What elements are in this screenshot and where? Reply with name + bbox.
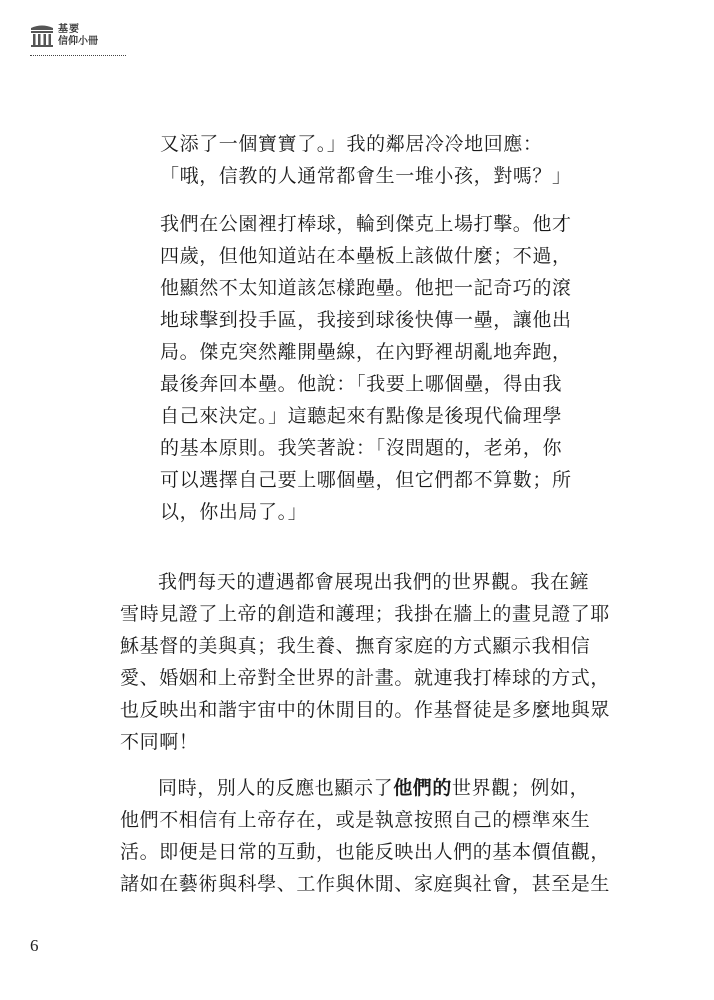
pillar-logo-icon [30,24,54,48]
text-line: 「哦，信教的人通常都會生一堆小孩，對嗎？」 [160,165,572,187]
worldview-paragraph [120,566,610,758]
text-line: 以，你出局了。」 [160,501,308,523]
page-number: 6 [30,936,39,955]
text-line [120,772,610,804]
text-line: 活。即便是日常的互動，也能反映出人們的基本價值觀， [120,841,611,863]
text-line: 他顯然不太知道該怎樣跑壘。他把一記奇巧的滾 [160,277,572,299]
text-line: 的基本原則。我笑著說：「沒問題的，老弟，你 [160,437,563,459]
text-line: 也反映出和諧宇宙中的休閒目的。作基督徒是多麼地與眾 [120,699,611,721]
text-line: 局。傑克突然離開壘線，在內野裡胡亂地奔跑， [160,341,572,363]
baseball-story [160,208,572,528]
text-line: 最後奔回本壘。他說：「我要上哪個壘，得由我 [160,373,563,395]
text-span: 同時，別人的反應也顯示了 [158,777,394,799]
text-line: 可以選擇自己要上哪個壘，但它們都不算數；所 [160,469,572,491]
emphasis-text: 他們的 [393,777,453,799]
series-title: 基要 [58,24,80,35]
text-line: 又添了一個寶寶了。」我的鄰居冷冷地回應： [160,133,543,155]
continued-quote [160,128,572,192]
text-line: 愛、婚姻和上帝對全世界的計畫。就連我打棒球的方式， [120,667,611,689]
text-line: 諸如在藝術與科學、工作與休閒、家庭與社會，甚至是生 [120,873,611,895]
header-divider [30,55,126,56]
text-span: 世界觀；例如， [452,777,590,799]
text-line: 雪時見證了上帝的創造和護理；我掛在牆上的畫見證了耶 [120,603,611,625]
text-line: 不同啊！ [120,731,199,753]
text-line: 地球擊到投手區，我接到球後快傳一壘，讓他出 [160,309,572,331]
text-line: 四歲，但他知道站在本壘板上該做什麼；不過， [160,245,572,267]
others-worldview-paragraph [120,772,610,900]
running-header [30,24,126,60]
text-line: 自己來決定。」這聽起來有點像是後現代倫理學 [160,405,563,427]
text-line: 我們在公園裡打棒球，輪到傑克上場打擊。他才 [160,213,572,235]
text-line: 穌基督的美與真；我生養、撫育家庭的方式顯示我相信 [120,635,591,657]
text-line: 我們每天的遭遇都會展現出我們的世界觀。我在鏟 [158,571,590,593]
text-line: 他們不相信有上帝存在，或是執意按照自己的標準來生 [120,809,591,831]
series-subtitle: 信仰小冊 [58,36,98,47]
